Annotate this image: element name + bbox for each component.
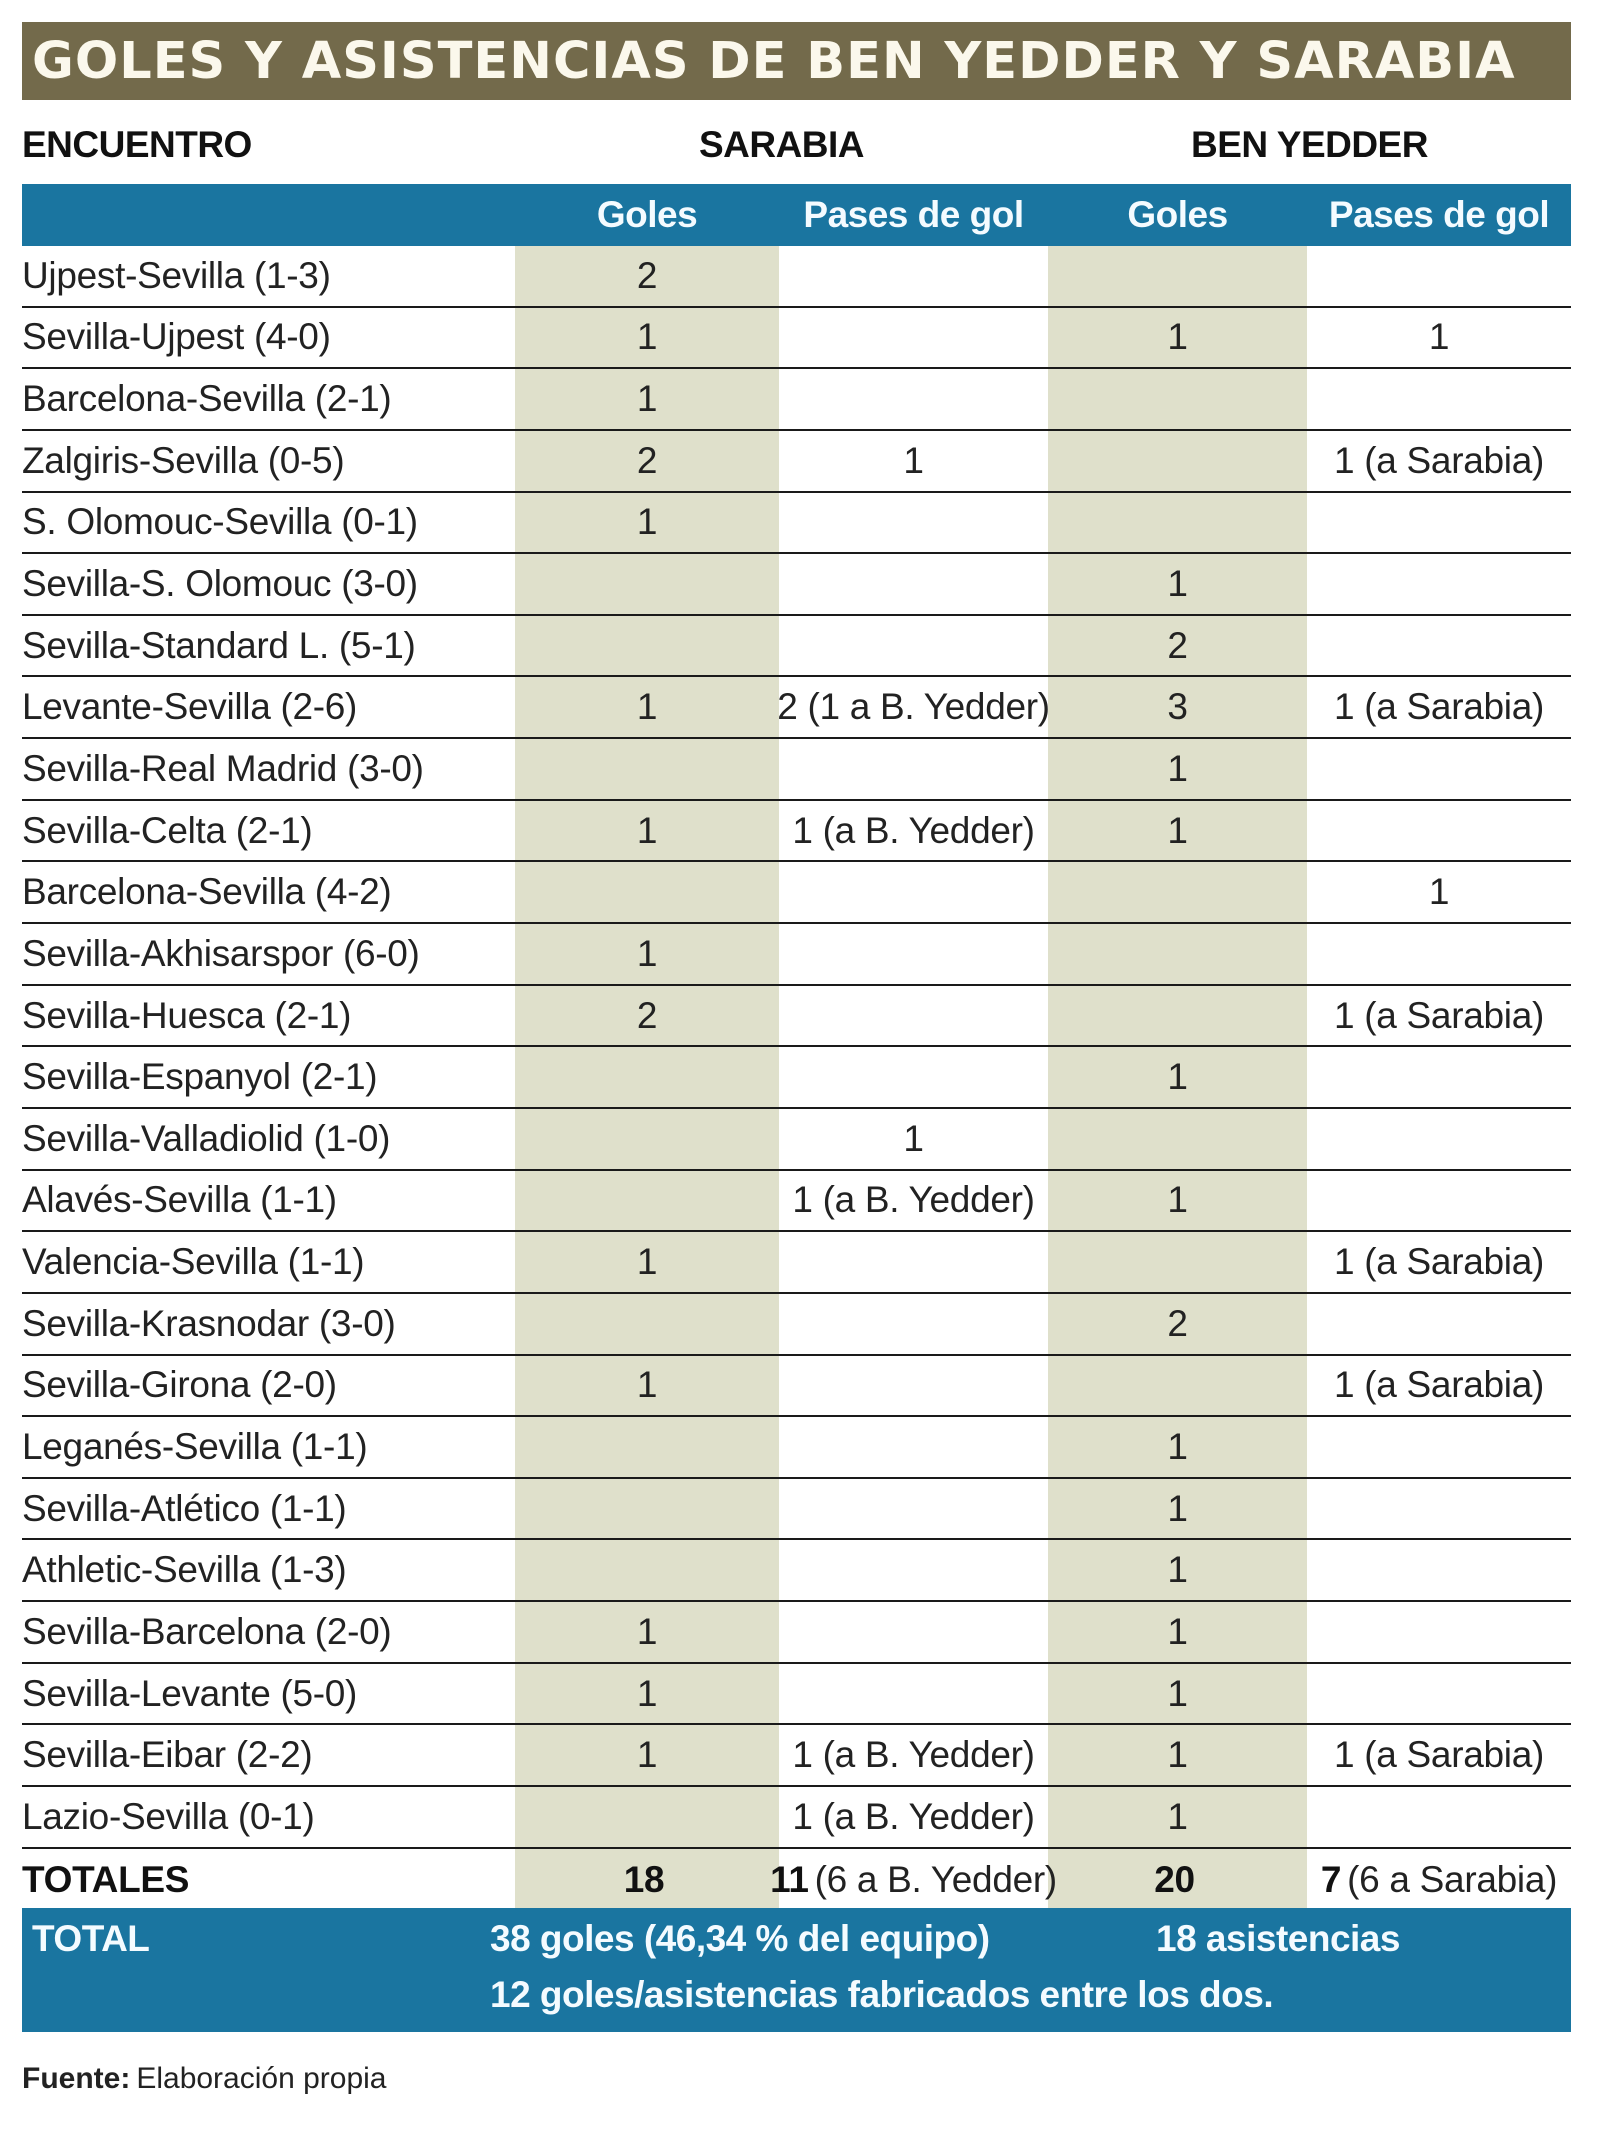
cell-sarabia-pases — [779, 246, 1048, 306]
cell-match: Sevilla-Huesca (2-1) — [22, 994, 352, 1036]
cell-sarabia-goles: 1 — [636, 1241, 658, 1283]
cell-match: Sevilla-Levante (5-0) — [22, 1672, 358, 1714]
cell-sarabia-pases — [779, 1602, 1048, 1662]
table-row — [22, 1602, 1571, 1664]
cell-benyedder-pases — [1307, 924, 1571, 984]
cell-sarabia-pases — [779, 493, 1048, 553]
summary-assists: 18 asistencias — [1156, 1918, 1400, 1959]
cell-match: Sevilla-Real Madrid (3-0) — [22, 747, 424, 789]
table-row — [22, 1725, 1571, 1787]
table-row — [22, 431, 1571, 493]
header-ben-yedder: BEN YEDDER — [1191, 124, 1428, 165]
cell-benyedder-pases: 1 (a Sarabia) — [1334, 1241, 1544, 1283]
table-row — [22, 986, 1571, 1048]
cell-match: Sevilla-Eibar (2-2) — [22, 1734, 313, 1776]
totals-sarabia-goles: 18 — [623, 1858, 665, 1900]
cell-sarabia-pases — [779, 862, 1048, 922]
totals-by-goles-cell — [1048, 1851, 1307, 1908]
cell-benyedder-goles — [1048, 246, 1307, 306]
cell-sarabia-pases: 1 — [903, 1117, 924, 1159]
source-text: Elaboración propia — [136, 2062, 387, 2095]
cell-benyedder-goles — [1048, 862, 1307, 922]
totals-sarabia-pases-cell — [770, 1851, 1057, 1908]
table-row — [22, 554, 1571, 616]
cell-match: S. Olomouc-Sevilla (0-1) — [22, 501, 418, 543]
cell-sarabia-goles: 1 — [636, 809, 658, 851]
summary-combined: 12 goles/asistencias fabricados entre los dos. — [490, 1974, 1274, 2015]
cell-benyedder-goles: 1 — [1167, 1425, 1188, 1467]
cell-sarabia-pases — [779, 1294, 1048, 1354]
cell-match: Leganés-Sevilla (1-1) — [22, 1425, 368, 1467]
title-bar — [22, 22, 1571, 100]
cell-sarabia-goles — [515, 1417, 779, 1477]
table-row — [22, 246, 1571, 308]
cell-benyedder-pases — [1307, 1171, 1571, 1231]
table-row — [22, 739, 1571, 801]
cell-sarabia-goles — [515, 1047, 779, 1107]
cell-benyedder-goles: 1 — [1167, 1734, 1188, 1776]
cell-match: Sevilla-Standard L. (5-1) — [22, 624, 416, 666]
cell-match: Sevilla-Krasnodar (3-0) — [22, 1302, 396, 1344]
cell-match: Barcelona-Sevilla (4-2) — [22, 871, 392, 913]
cell-benyedder-goles — [1048, 924, 1307, 984]
table-row — [22, 369, 1571, 431]
summary-box — [22, 1908, 1571, 2032]
cell-sarabia-pases — [779, 554, 1048, 614]
cell-match: Sevilla-Celta (2-1) — [22, 809, 313, 851]
cell-benyedder-goles — [1048, 1356, 1307, 1416]
table-row — [22, 308, 1571, 370]
cell-benyedder-goles: 1 — [1167, 1549, 1188, 1591]
totals-by-goles: 20 — [1154, 1858, 1195, 1900]
cell-benyedder-pases — [1307, 1602, 1571, 1662]
cell-sarabia-goles — [515, 739, 779, 799]
col-header-benyedder-goles: Goles — [1127, 194, 1228, 235]
table-body — [22, 246, 1571, 1849]
table-row — [22, 1479, 1571, 1541]
cell-benyedder-goles: 1 — [1167, 316, 1188, 358]
totals-row — [22, 1851, 1571, 1908]
cell-benyedder-pases: 1 (a Sarabia) — [1334, 686, 1544, 728]
cell-benyedder-pases — [1307, 1787, 1571, 1847]
cell-sarabia-goles: 1 — [636, 378, 658, 420]
totals-by-pases-num: 7 — [1320, 1858, 1342, 1900]
cell-benyedder-pases — [1307, 246, 1571, 306]
cell-sarabia-goles: 1 — [636, 316, 658, 358]
cell-benyedder-pases — [1307, 1540, 1571, 1600]
table-row — [22, 1356, 1571, 1418]
cell-sarabia-pases: 1 (a B. Yedder) — [792, 1795, 1035, 1837]
col-header-sarabia-pases: Pases de gol — [803, 194, 1024, 235]
table-row — [22, 1417, 1571, 1479]
cell-sarabia-goles: 1 — [636, 1364, 658, 1406]
cell-benyedder-goles: 1 — [1167, 809, 1188, 851]
cell-benyedder-pases — [1307, 739, 1571, 799]
cell-sarabia-pases — [779, 1047, 1048, 1107]
totals-sarabia-goles-cell — [515, 1851, 779, 1908]
cell-benyedder-pases — [1307, 554, 1571, 614]
cell-sarabia-goles: 2 — [636, 994, 658, 1036]
cell-sarabia-pases — [779, 1356, 1048, 1416]
cell-sarabia-goles — [515, 1787, 779, 1847]
cell-benyedder-goles — [1048, 369, 1307, 429]
table-row — [22, 924, 1571, 986]
totals-label: TOTALES — [22, 1858, 190, 1900]
cell-sarabia-goles — [515, 616, 779, 676]
cell-benyedder-goles — [1048, 493, 1307, 553]
cell-match: Sevilla-Espanyol (2-1) — [22, 1056, 378, 1098]
table-row — [22, 1171, 1571, 1233]
cell-sarabia-goles: 1 — [636, 1672, 658, 1714]
cell-benyedder-pases: 1 (a Sarabia) — [1334, 994, 1544, 1036]
cell-benyedder-pases: 1 (a Sarabia) — [1334, 1364, 1544, 1406]
cell-benyedder-pases: 1 (a Sarabia) — [1334, 1734, 1544, 1776]
cell-benyedder-goles: 2 — [1167, 1302, 1188, 1344]
summary-goals: 38 goles (46,34 % del equipo) — [490, 1918, 990, 1959]
cell-sarabia-pases — [779, 369, 1048, 429]
cell-match: Sevilla-Girona (2-0) — [22, 1364, 337, 1406]
totals-by-pases-detail: (6 a Sarabia) — [1347, 1858, 1558, 1900]
cell-benyedder-pases — [1307, 1664, 1571, 1724]
table-row — [22, 1540, 1571, 1602]
cell-sarabia-pases — [779, 1479, 1048, 1539]
cell-benyedder-pases — [1307, 1047, 1571, 1107]
table-row — [22, 1109, 1571, 1171]
cell-sarabia-goles — [515, 1294, 779, 1354]
cell-benyedder-goles: 1 — [1167, 1179, 1188, 1221]
table-row — [22, 677, 1571, 739]
cell-sarabia-goles — [515, 862, 779, 922]
cell-sarabia-goles: 2 — [636, 439, 658, 481]
cell-match: Sevilla-Ujpest (4-0) — [22, 316, 331, 358]
header-encuentro: ENCUENTRO — [22, 124, 252, 165]
cell-match: Sevilla-Atlético (1-1) — [22, 1487, 347, 1529]
table-row — [22, 1294, 1571, 1356]
group-header-row — [0, 118, 1600, 178]
cell-benyedder-goles: 1 — [1167, 1056, 1188, 1098]
cell-match: Levante-Sevilla (2-6) — [22, 686, 358, 728]
cell-sarabia-pases — [779, 739, 1048, 799]
totals-label-cell — [22, 1851, 515, 1908]
header-sarabia: SARABIA — [698, 124, 865, 165]
cell-match: Sevilla-S. Olomouc (3-0) — [22, 563, 418, 605]
cell-benyedder-goles: 1 — [1167, 1795, 1188, 1837]
cell-match: Valencia-Sevilla (1-1) — [22, 1241, 365, 1283]
cell-benyedder-pases: 1 (a Sarabia) — [1334, 439, 1544, 481]
cell-match: Sevilla-Akhisarspor (6-0) — [22, 932, 420, 974]
cell-sarabia-pases — [779, 1232, 1048, 1292]
totals-sarabia-pases-detail: (6 a B. Yedder) — [814, 1858, 1057, 1900]
table-row — [22, 862, 1571, 924]
cell-sarabia-goles — [515, 554, 779, 614]
cell-benyedder-pases: 1 — [1428, 316, 1450, 358]
cell-benyedder-pases — [1307, 1479, 1571, 1539]
cell-benyedder-goles: 1 — [1167, 1672, 1188, 1714]
cell-benyedder-goles — [1048, 986, 1307, 1046]
cell-match: Sevilla-Valladiolid (1-0) — [22, 1117, 391, 1159]
cell-sarabia-goles — [515, 1540, 779, 1600]
cell-match: Athletic-Sevilla (1-3) — [22, 1549, 347, 1591]
cell-sarabia-pases — [779, 1540, 1048, 1600]
cell-sarabia-pases: 1 (a B. Yedder) — [792, 1734, 1035, 1776]
cell-benyedder-pases — [1307, 369, 1571, 429]
cell-benyedder-pases — [1307, 801, 1571, 861]
table-row — [22, 1787, 1571, 1849]
table-row — [22, 801, 1571, 863]
cell-benyedder-goles — [1048, 1232, 1307, 1292]
source-label: Fuente: — [22, 2062, 131, 2095]
cell-sarabia-pases: 2 (1 a B. Yedder) — [777, 686, 1050, 728]
cell-benyedder-goles: 1 — [1167, 563, 1188, 605]
cell-benyedder-goles: 1 — [1167, 1610, 1188, 1652]
cell-benyedder-pases — [1307, 1417, 1571, 1477]
cell-benyedder-goles: 3 — [1167, 686, 1188, 728]
cell-benyedder-pases — [1307, 493, 1571, 553]
summary-label: TOTAL — [32, 1918, 150, 1959]
cell-benyedder-goles — [1048, 431, 1307, 491]
cell-benyedder-goles: 1 — [1167, 1487, 1188, 1529]
cell-sarabia-pases — [779, 986, 1048, 1046]
cell-match: Ujpest-Sevilla (1-3) — [22, 254, 331, 296]
totals-sarabia-pases-num: 11 — [770, 1858, 809, 1900]
cell-sarabia-goles — [515, 1479, 779, 1539]
column-header-bar — [22, 184, 1571, 246]
cell-benyedder-goles — [1048, 1109, 1307, 1169]
table-row — [22, 1047, 1571, 1109]
source-note — [22, 2062, 387, 2096]
cell-benyedder-pases — [1307, 1294, 1571, 1354]
cell-sarabia-goles: 1 — [636, 501, 658, 543]
cell-match: Sevilla-Barcelona (2-0) — [22, 1610, 392, 1652]
cell-sarabia-goles: 2 — [636, 254, 658, 296]
col-header-benyedder-pases: Pases de gol — [1328, 194, 1550, 235]
table-row — [22, 493, 1571, 555]
cell-benyedder-pases: 1 — [1428, 871, 1450, 913]
cell-sarabia-goles: 1 — [636, 1734, 658, 1776]
cell-sarabia-pases — [779, 924, 1048, 984]
cell-benyedder-pases — [1307, 616, 1571, 676]
page-title: GOLES Y ASISTENCIAS DE BEN YEDDER Y SARABIA — [32, 31, 1516, 91]
col-header-sarabia-goles: Goles — [596, 194, 698, 235]
cell-match: Zalgiris-Sevilla (0-5) — [22, 439, 345, 481]
totals-by-pases-cell — [1307, 1851, 1571, 1908]
cell-sarabia-goles: 1 — [636, 686, 658, 728]
cell-sarabia-pases: 1 (a B. Yedder) — [792, 809, 1035, 851]
table-row — [22, 1664, 1571, 1726]
cell-sarabia-pases: 1 (a B. Yedder) — [792, 1179, 1035, 1221]
cell-match: Barcelona-Sevilla (2-1) — [22, 378, 392, 420]
cell-sarabia-pases — [779, 616, 1048, 676]
cell-sarabia-goles — [515, 1109, 779, 1169]
cell-sarabia-goles: 1 — [636, 932, 658, 974]
cell-match: Alavés-Sevilla (1-1) — [22, 1179, 337, 1221]
cell-benyedder-goles: 1 — [1167, 747, 1188, 789]
cell-benyedder-goles: 2 — [1167, 624, 1188, 666]
cell-sarabia-pases — [779, 1417, 1048, 1477]
table-row — [22, 1232, 1571, 1294]
cell-sarabia-pases — [779, 1664, 1048, 1724]
cell-benyedder-pases — [1307, 1109, 1571, 1169]
cell-match: Lazio-Sevilla (0-1) — [22, 1795, 315, 1837]
cell-sarabia-pases: 1 — [903, 439, 924, 481]
cell-sarabia-goles — [515, 1171, 779, 1231]
cell-sarabia-pases — [779, 308, 1048, 368]
cell-sarabia-goles: 1 — [636, 1610, 658, 1652]
table-row — [22, 616, 1571, 678]
